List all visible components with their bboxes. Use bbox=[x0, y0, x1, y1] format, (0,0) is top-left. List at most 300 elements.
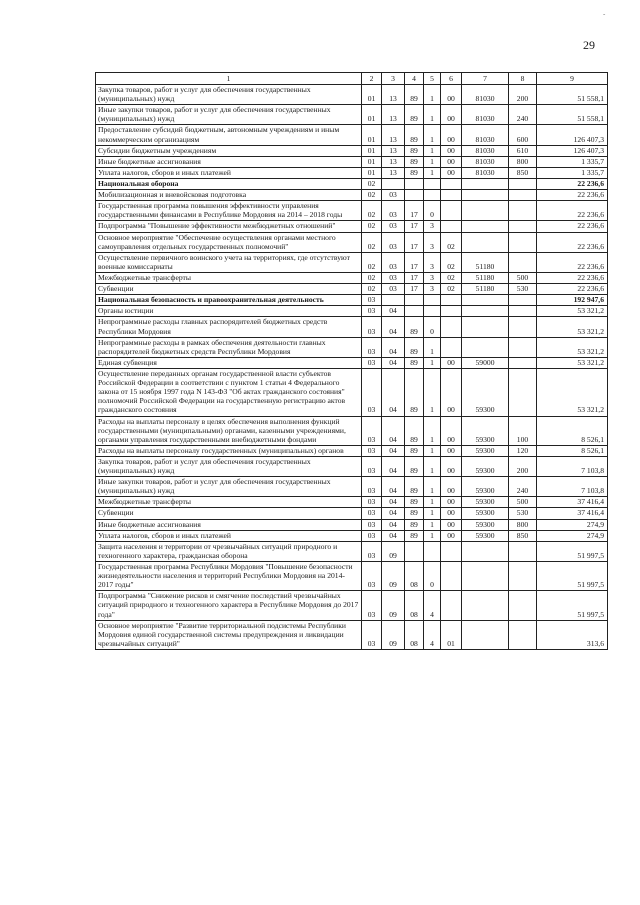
expense-type-code: 500 bbox=[509, 497, 537, 508]
row-name: Субвенции bbox=[96, 508, 362, 519]
row-name: Подпрограмма "Повышение эффективности межбюджетных отношений" bbox=[96, 221, 362, 232]
activity-code: 01 bbox=[441, 620, 462, 649]
activity-code bbox=[441, 591, 462, 620]
direction-code: 59300 bbox=[462, 368, 509, 416]
expense-type-code bbox=[509, 620, 537, 649]
expense-type-code: 850 bbox=[509, 530, 537, 541]
column-header: 7 bbox=[462, 73, 509, 85]
activity-code bbox=[441, 317, 462, 337]
activity-code: 00 bbox=[441, 167, 462, 178]
row-name: Расходы на выплаты персоналу в целях обеспечения выполнения функций государственными (муниципальными) органами, казенными учреждениями, органами управления государственными внебюджетными фондами bbox=[96, 416, 362, 445]
direction-code: 81030 bbox=[462, 145, 509, 156]
table-row bbox=[96, 477, 608, 497]
row-name: Органы юстиции bbox=[96, 306, 362, 317]
program-code bbox=[405, 178, 424, 189]
section-code: 02 bbox=[362, 252, 382, 272]
program-code: 89 bbox=[405, 105, 424, 125]
section-code: 01 bbox=[362, 85, 382, 105]
column-header: 2 bbox=[362, 73, 382, 85]
direction-code: 81030 bbox=[462, 105, 509, 125]
program-code: 17 bbox=[405, 284, 424, 295]
subprogram-code bbox=[424, 541, 441, 561]
activity-code: 00 bbox=[441, 508, 462, 519]
direction-code: 59000 bbox=[462, 357, 509, 368]
row-name: Иные бюджетные ассигнования bbox=[96, 156, 362, 167]
program-code: 89 bbox=[405, 368, 424, 416]
direction-code: 81030 bbox=[462, 167, 509, 178]
subsection-code bbox=[382, 295, 405, 306]
amount: 51 997,5 bbox=[537, 562, 608, 591]
expense-type-code: 530 bbox=[509, 508, 537, 519]
activity-code bbox=[441, 201, 462, 221]
amount: 22 236,6 bbox=[537, 201, 608, 221]
subprogram-code: 1 bbox=[424, 156, 441, 167]
subprogram-code: 3 bbox=[424, 272, 441, 283]
program-code bbox=[405, 541, 424, 561]
direction-code: 81030 bbox=[462, 85, 509, 105]
activity-code: 00 bbox=[441, 156, 462, 167]
activity-code bbox=[441, 562, 462, 591]
amount: 7 103,8 bbox=[537, 456, 608, 476]
amount: 274,9 bbox=[537, 530, 608, 541]
expense-type-code bbox=[509, 306, 537, 317]
activity-code: 02 bbox=[441, 252, 462, 272]
page-number: 29 bbox=[583, 38, 595, 52]
table-row bbox=[96, 337, 608, 357]
subsection-code: 13 bbox=[382, 145, 405, 156]
row-name: Иные бюджетные ассигнования bbox=[96, 519, 362, 530]
direction-code: 59300 bbox=[462, 530, 509, 541]
direction-code bbox=[462, 317, 509, 337]
amount: 22 236,6 bbox=[537, 232, 608, 252]
program-code: 89 bbox=[405, 125, 424, 145]
direction-code bbox=[462, 178, 509, 189]
table-row bbox=[96, 357, 608, 368]
subsection-code: 04 bbox=[382, 530, 405, 541]
row-name: Национальная безопасность и правоохранительная деятельность bbox=[96, 295, 362, 306]
table-row bbox=[96, 519, 608, 530]
amount: 22 236,6 bbox=[537, 190, 608, 201]
subsection-code: 09 bbox=[382, 620, 405, 649]
activity-code bbox=[441, 221, 462, 232]
subsection-code: 03 bbox=[382, 284, 405, 295]
table-row bbox=[96, 562, 608, 591]
table-row bbox=[96, 497, 608, 508]
direction-code bbox=[462, 221, 509, 232]
direction-code bbox=[462, 620, 509, 649]
row-name: Уплата налогов, сборов и иных платежей bbox=[96, 530, 362, 541]
table-row bbox=[96, 541, 608, 561]
expense-type-code: 240 bbox=[509, 477, 537, 497]
subsection-code: 09 bbox=[382, 562, 405, 591]
section-code: 03 bbox=[362, 357, 382, 368]
subsection-code: 04 bbox=[382, 306, 405, 317]
expense-type-code: 500 bbox=[509, 272, 537, 283]
column-header: 4 bbox=[405, 73, 424, 85]
activity-code bbox=[441, 337, 462, 357]
section-code: 03 bbox=[362, 317, 382, 337]
program-code: 08 bbox=[405, 591, 424, 620]
direction-code: 81030 bbox=[462, 156, 509, 167]
expense-type-code: 610 bbox=[509, 145, 537, 156]
expense-type-code bbox=[509, 190, 537, 201]
program-code: 89 bbox=[405, 456, 424, 476]
direction-code bbox=[462, 306, 509, 317]
expense-type-code: 850 bbox=[509, 167, 537, 178]
activity-code: 00 bbox=[441, 456, 462, 476]
direction-code bbox=[462, 591, 509, 620]
subprogram-code bbox=[424, 190, 441, 201]
expense-type-code bbox=[509, 591, 537, 620]
program-code: 89 bbox=[405, 530, 424, 541]
subsection-code: 09 bbox=[382, 541, 405, 561]
activity-code: 02 bbox=[441, 272, 462, 283]
activity-code bbox=[441, 541, 462, 561]
table-row bbox=[96, 368, 608, 416]
amount: 51 997,5 bbox=[537, 591, 608, 620]
expense-type-code bbox=[509, 252, 537, 272]
subsection-code: 04 bbox=[382, 337, 405, 357]
row-name: Осуществление первичного воинского учета на территориях, где отсутствуют военные комиссариаты bbox=[96, 252, 362, 272]
subsection-code: 04 bbox=[382, 508, 405, 519]
program-code: 89 bbox=[405, 156, 424, 167]
row-name: Основное мероприятие "Обеспечение осуществления органами местного самоуправления отдельных государственных полномочий" bbox=[96, 232, 362, 252]
expense-type-code: 600 bbox=[509, 125, 537, 145]
amount: 22 236,6 bbox=[537, 284, 608, 295]
section-code: 03 bbox=[362, 306, 382, 317]
section-code: 01 bbox=[362, 125, 382, 145]
section-code: 03 bbox=[362, 477, 382, 497]
activity-code bbox=[441, 306, 462, 317]
program-code: 89 bbox=[405, 145, 424, 156]
amount: 274,9 bbox=[537, 519, 608, 530]
row-name: Межбюджетные трансферты bbox=[96, 272, 362, 283]
subprogram-code: 1 bbox=[424, 357, 441, 368]
section-code: 02 bbox=[362, 284, 382, 295]
subsection-code: 04 bbox=[382, 445, 405, 456]
direction-code: 59300 bbox=[462, 416, 509, 445]
subsection-code: 13 bbox=[382, 85, 405, 105]
subsection-code: 03 bbox=[382, 201, 405, 221]
amount: 53 321,2 bbox=[537, 357, 608, 368]
subprogram-code: 3 bbox=[424, 252, 441, 272]
subsection-code: 13 bbox=[382, 125, 405, 145]
section-code: 03 bbox=[362, 519, 382, 530]
activity-code: 00 bbox=[441, 125, 462, 145]
subsection-code: 03 bbox=[382, 272, 405, 283]
program-code: 89 bbox=[405, 317, 424, 337]
activity-code: 00 bbox=[441, 519, 462, 530]
table-row bbox=[96, 317, 608, 337]
section-code: 03 bbox=[362, 337, 382, 357]
program-code: 89 bbox=[405, 497, 424, 508]
section-code: 01 bbox=[362, 145, 382, 156]
expense-type-code bbox=[509, 178, 537, 189]
section-code: 03 bbox=[362, 620, 382, 649]
subprogram-code: 1 bbox=[424, 477, 441, 497]
program-code: 89 bbox=[405, 508, 424, 519]
amount: 51 558,1 bbox=[537, 105, 608, 125]
subsection-code: 04 bbox=[382, 357, 405, 368]
table-row bbox=[96, 272, 608, 283]
row-name: Непрограммные расходы главных распорядителей бюджетных средств Республики Мордовия bbox=[96, 317, 362, 337]
subprogram-code: 3 bbox=[424, 221, 441, 232]
subsection-code: 03 bbox=[382, 221, 405, 232]
expense-type-code: 240 bbox=[509, 105, 537, 125]
activity-code: 00 bbox=[441, 530, 462, 541]
column-header: 1 bbox=[96, 73, 362, 85]
program-code: 89 bbox=[405, 519, 424, 530]
direction-code: 59300 bbox=[462, 445, 509, 456]
expense-type-code: 200 bbox=[509, 85, 537, 105]
amount: 1 335,7 bbox=[537, 167, 608, 178]
amount: 37 416,4 bbox=[537, 497, 608, 508]
row-name: Национальная оборона bbox=[96, 178, 362, 189]
activity-code: 00 bbox=[441, 105, 462, 125]
row-name: Единая субвенция bbox=[96, 357, 362, 368]
row-name: Осуществление переданных органам государственной власти субъектов Российской Федерации в соответствии с пунктом 1 статьи 4 Федерального закона от 15 ноября 1997 года N 143-ФЗ "Об актах гражданского состояния" полномочий Российской Федерации на государственную регистрацию актов гражданского состояния bbox=[96, 368, 362, 416]
expense-type-code bbox=[509, 357, 537, 368]
expense-type-code bbox=[509, 201, 537, 221]
subprogram-code: 0 bbox=[424, 201, 441, 221]
program-code bbox=[405, 190, 424, 201]
section-code: 02 bbox=[362, 272, 382, 283]
expense-type-code bbox=[509, 221, 537, 232]
section-code: 03 bbox=[362, 445, 382, 456]
table-row bbox=[96, 530, 608, 541]
subsection-code: 13 bbox=[382, 105, 405, 125]
expense-type-code: 800 bbox=[509, 156, 537, 167]
section-code: 03 bbox=[362, 591, 382, 620]
amount: 53 321,2 bbox=[537, 306, 608, 317]
amount: 22 236,6 bbox=[537, 252, 608, 272]
row-name: Мобилизационная и вневойсковая подготовка bbox=[96, 190, 362, 201]
expense-type-code bbox=[509, 562, 537, 591]
amount: 53 321,2 bbox=[537, 368, 608, 416]
section-code: 03 bbox=[362, 530, 382, 541]
table-row bbox=[96, 156, 608, 167]
row-name: Основное мероприятие "Развитие территориальной подсистемы Республики Мордовия единой государственной системы предупреждения и ликвидации чрезвычайных ситуаций" bbox=[96, 620, 362, 649]
subprogram-code: 4 bbox=[424, 591, 441, 620]
direction-code: 59300 bbox=[462, 456, 509, 476]
column-header: 8 bbox=[509, 73, 537, 85]
program-code: 08 bbox=[405, 562, 424, 591]
amount: 51 997,5 bbox=[537, 541, 608, 561]
subprogram-code: 1 bbox=[424, 167, 441, 178]
amount: 126 407,3 bbox=[537, 145, 608, 156]
subprogram-code: 1 bbox=[424, 416, 441, 445]
section-code: 03 bbox=[362, 295, 382, 306]
program-code: 89 bbox=[405, 445, 424, 456]
subsection-code: 03 bbox=[382, 232, 405, 252]
expense-type-code bbox=[509, 541, 537, 561]
section-code: 02 bbox=[362, 201, 382, 221]
section-code: 02 bbox=[362, 221, 382, 232]
subprogram-code: 1 bbox=[424, 497, 441, 508]
subprogram-code: 3 bbox=[424, 232, 441, 252]
program-code: 89 bbox=[405, 337, 424, 357]
program-code: 17 bbox=[405, 201, 424, 221]
table-row bbox=[96, 201, 608, 221]
direction-code bbox=[462, 201, 509, 221]
amount: 126 407,3 bbox=[537, 125, 608, 145]
table-row bbox=[96, 125, 608, 145]
activity-code: 02 bbox=[441, 232, 462, 252]
subprogram-code: 1 bbox=[424, 530, 441, 541]
program-code: 89 bbox=[405, 357, 424, 368]
direction-code bbox=[462, 190, 509, 201]
direction-code bbox=[462, 232, 509, 252]
subsection-code: 13 bbox=[382, 167, 405, 178]
row-name: Закупка товаров, работ и услуг для обеспечения государственных (муниципальных) нужд bbox=[96, 456, 362, 476]
program-code: 17 bbox=[405, 272, 424, 283]
program-code: 89 bbox=[405, 416, 424, 445]
direction-code bbox=[462, 562, 509, 591]
table-row bbox=[96, 232, 608, 252]
subsection-code: 13 bbox=[382, 156, 405, 167]
table-row bbox=[96, 190, 608, 201]
row-name: Подпрограмма "Снижение рисков и смягчение последствий чрезвычайных ситуаций природного и техногенного характера в Республике Мордовия до 2017 года" bbox=[96, 591, 362, 620]
section-code: 02 bbox=[362, 178, 382, 189]
subsection-code: 04 bbox=[382, 368, 405, 416]
table-header-row bbox=[96, 73, 608, 85]
section-code: 02 bbox=[362, 232, 382, 252]
amount: 53 321,2 bbox=[537, 317, 608, 337]
direction-code: 51180 bbox=[462, 284, 509, 295]
table-body bbox=[96, 85, 608, 650]
column-header: 3 bbox=[382, 73, 405, 85]
table-row bbox=[96, 167, 608, 178]
row-name: Предоставление субсидий бюджетным, автономным учреждениям и иным некоммерческим организациям bbox=[96, 125, 362, 145]
section-code: 03 bbox=[362, 456, 382, 476]
program-code: 17 bbox=[405, 232, 424, 252]
subsection-code: 09 bbox=[382, 591, 405, 620]
direction-code bbox=[462, 295, 509, 306]
subsection-code: 03 bbox=[382, 190, 405, 201]
expense-type-code bbox=[509, 232, 537, 252]
table-row bbox=[96, 85, 608, 105]
table-row bbox=[96, 416, 608, 445]
subprogram-code: 3 bbox=[424, 284, 441, 295]
amount: 192 947,6 bbox=[537, 295, 608, 306]
activity-code bbox=[441, 178, 462, 189]
direction-code: 59300 bbox=[462, 477, 509, 497]
table-row bbox=[96, 620, 608, 649]
row-name: Расходы на выплаты персоналу государственных (муниципальных) органов bbox=[96, 445, 362, 456]
subprogram-code: 1 bbox=[424, 445, 441, 456]
activity-code bbox=[441, 295, 462, 306]
row-name: Защита населения и территории от чрезвычайных ситуаций природного и техногенного характера, гражданская оборона bbox=[96, 541, 362, 561]
program-code bbox=[405, 306, 424, 317]
direction-code: 51180 bbox=[462, 272, 509, 283]
amount: 22 236,6 bbox=[537, 221, 608, 232]
expense-type-code bbox=[509, 317, 537, 337]
program-code: 08 bbox=[405, 620, 424, 649]
table-row bbox=[96, 591, 608, 620]
row-name: Непрограммные расходы в рамках обеспечения деятельности главных распорядителей бюджетных средств Республики Мордовия bbox=[96, 337, 362, 357]
subprogram-code: 1 bbox=[424, 85, 441, 105]
activity-code: 02 bbox=[441, 284, 462, 295]
subprogram-code bbox=[424, 306, 441, 317]
subprogram-code: 1 bbox=[424, 456, 441, 476]
subprogram-code: 0 bbox=[424, 317, 441, 337]
expense-type-code: 200 bbox=[509, 456, 537, 476]
table-row bbox=[96, 295, 608, 306]
amount: 8 526,1 bbox=[537, 445, 608, 456]
direction-code: 81030 bbox=[462, 125, 509, 145]
section-code: 01 bbox=[362, 167, 382, 178]
section-code: 01 bbox=[362, 105, 382, 125]
table-row bbox=[96, 221, 608, 232]
amount: 1 335,7 bbox=[537, 156, 608, 167]
subprogram-code: 1 bbox=[424, 125, 441, 145]
activity-code: 00 bbox=[441, 416, 462, 445]
expense-type-code: 800 bbox=[509, 519, 537, 530]
direction-code bbox=[462, 337, 509, 357]
activity-code bbox=[441, 190, 462, 201]
direction-code: 59300 bbox=[462, 497, 509, 508]
section-code: 03 bbox=[362, 562, 382, 591]
activity-code: 00 bbox=[441, 445, 462, 456]
subsection-code: 04 bbox=[382, 497, 405, 508]
program-code: 89 bbox=[405, 85, 424, 105]
table-row bbox=[96, 445, 608, 456]
table-row bbox=[96, 178, 608, 189]
subprogram-code: 1 bbox=[424, 368, 441, 416]
row-name: Закупка товаров, работ и услуг для обеспечения государственных (муниципальных) нужд bbox=[96, 85, 362, 105]
activity-code: 00 bbox=[441, 497, 462, 508]
column-header: 9 bbox=[537, 73, 608, 85]
table-row bbox=[96, 145, 608, 156]
amount: 22 236,6 bbox=[537, 178, 608, 189]
activity-code: 00 bbox=[441, 145, 462, 156]
subprogram-code bbox=[424, 295, 441, 306]
row-name: Государственная программа повышения эффективности управления государственными финансами в Республике Мордовия на 2014 – 2018 годы bbox=[96, 201, 362, 221]
subsection-code: 04 bbox=[382, 477, 405, 497]
program-code: 17 bbox=[405, 221, 424, 232]
activity-code: 00 bbox=[441, 357, 462, 368]
amount: 51 558,1 bbox=[537, 85, 608, 105]
direction-code: 59300 bbox=[462, 508, 509, 519]
row-name: Государственная программа Республики Мордовия "Повышение безопасности жизнедеятельности населения и территорий Республики Мордовия на 2014-2017 годы" bbox=[96, 562, 362, 591]
subsection-code: 04 bbox=[382, 519, 405, 530]
row-name: Иные закупки товаров, работ и услуг для обеспечения государственных (муниципальных) нужд bbox=[96, 105, 362, 125]
table-row bbox=[96, 105, 608, 125]
subsection-code bbox=[382, 178, 405, 189]
activity-code: 00 bbox=[441, 477, 462, 497]
expense-type-code bbox=[509, 295, 537, 306]
table-row bbox=[96, 306, 608, 317]
subsection-code: 04 bbox=[382, 317, 405, 337]
table-row bbox=[96, 252, 608, 272]
program-code: 89 bbox=[405, 477, 424, 497]
amount: 53 321,2 bbox=[537, 337, 608, 357]
section-code: 03 bbox=[362, 508, 382, 519]
amount: 8 526,1 bbox=[537, 416, 608, 445]
subsection-code: 04 bbox=[382, 456, 405, 476]
direction-code bbox=[462, 541, 509, 561]
direction-code: 51180 bbox=[462, 252, 509, 272]
subprogram-code bbox=[424, 178, 441, 189]
expense-type-code bbox=[509, 368, 537, 416]
corner-mark: - bbox=[603, 10, 606, 18]
section-code: 03 bbox=[362, 416, 382, 445]
section-code: 03 bbox=[362, 541, 382, 561]
expense-type-code: 120 bbox=[509, 445, 537, 456]
row-name: Субвенции bbox=[96, 284, 362, 295]
section-code: 03 bbox=[362, 368, 382, 416]
table-row bbox=[96, 508, 608, 519]
